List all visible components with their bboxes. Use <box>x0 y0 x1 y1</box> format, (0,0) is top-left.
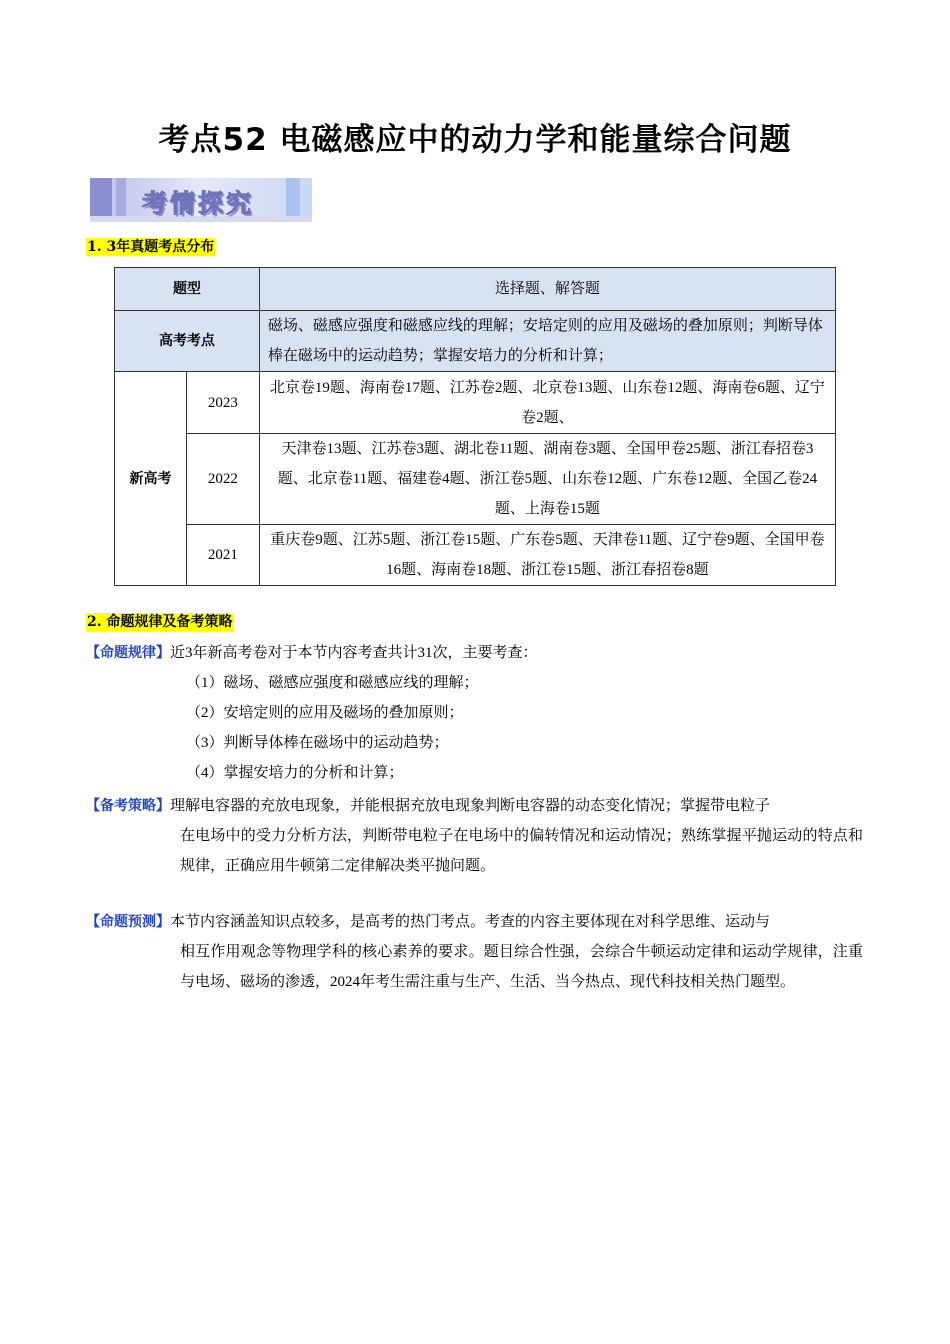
forecast-tag: 【命题预测】 <box>86 914 170 930</box>
header-points-value: 磁场、磁感应强度和磁感应线的理解；安培定则的应用及磁场的叠加原则；判断导体棒在磁场中的运动趋势；掌握安培力的分析和计算； <box>259 311 835 372</box>
rule-intro: 近3年新高考卷对于本节内容考查共计31次，主要考查： <box>170 645 538 661</box>
list-item: （3）判断导体棒在磁场中的运动趋势； <box>186 735 449 751</box>
list-item: （1）磁场、磁感应强度和磁感应线的理解； <box>186 675 479 691</box>
table-row <box>115 311 836 372</box>
forecast-rest: 相互作用观念等物理学科的核心素养的要求。题目综合性强，会综合牛顿运动定律和运动学规律，注重与电场、磁场的渗透，2024年考生需注重与生产、生活、当今热点、现代科技相关热门题型。 <box>180 944 863 990</box>
table-row <box>115 434 836 525</box>
questions-cell: 重庆卷9题、江苏5题、浙江卷15题、广东卷5题、天津卷11题、辽宁卷9题、全国甲卷16题、海南卷18题、浙江卷15题、浙江春招卷8题 <box>259 525 835 586</box>
forecast-line1: 本节内容涵盖知识点较多，是高考的热门考点。考查的内容主要体现在对科学思维、运动与 <box>170 914 771 930</box>
list-item: （4）掌握安培力的分析和计算； <box>186 765 404 781</box>
questions-cell: 北京卷19题、海南卷17题、江苏卷2题、北京卷13题、山东卷12题、海南卷6题、辽宁卷2题、 <box>259 372 835 434</box>
section-banner <box>90 178 312 222</box>
year-cell: 2022 <box>186 434 259 525</box>
table-row <box>115 372 836 434</box>
rule-list <box>186 668 866 788</box>
group-label: 新高考 <box>115 372 187 586</box>
header-type: 题型 <box>115 268 260 311</box>
rule-intro-line <box>86 638 866 668</box>
strategy-tag: 【备考策略】 <box>86 798 170 814</box>
strategy-first-line <box>86 791 876 821</box>
section-1-heading: 1. 3年真题考点分布 <box>87 239 215 255</box>
header-type-value: 选择题、解答题 <box>259 268 835 311</box>
strategy-rest: 在电场中的受力分析方法，判断带电粒子在电场中的偏转情况和运动情况；熟练掌握平抛运动的特点和规律，正确应用牛顿第二定律解决类平抛问题。 <box>180 828 863 874</box>
strategy-line1: 理解电容器的充放电现象，并能根据充放电现象判断电容器的动态变化情况；掌握带电粒子 <box>170 798 771 814</box>
table-row <box>115 268 836 311</box>
page-title: 考点52 电磁感应中的动力学和能量综合问题 <box>158 122 792 158</box>
year-cell: 2023 <box>186 372 259 434</box>
header-points: 高考考点 <box>115 311 260 372</box>
exam-distribution-table <box>114 267 836 586</box>
section-2-heading: 2. 命题规律及备考策略 <box>87 614 233 630</box>
table-row <box>115 525 836 586</box>
forecast-first-line <box>86 907 876 937</box>
rule-tag: 【命题规律】 <box>86 645 170 661</box>
year-cell: 2021 <box>186 525 259 586</box>
banner-title: 考情探究 <box>142 189 255 218</box>
questions-cell: 天津卷13题、江苏卷3题、湖北卷11题、湖南卷3题、全国甲卷25题、浙江春招卷3题、北京卷11题、福建卷4题、浙江卷5题、山东卷12题、广东卷12题、全国乙卷24题、上海卷15题 <box>259 434 835 525</box>
list-item: （2）安培定则的应用及磁场的叠加原则； <box>186 705 464 721</box>
